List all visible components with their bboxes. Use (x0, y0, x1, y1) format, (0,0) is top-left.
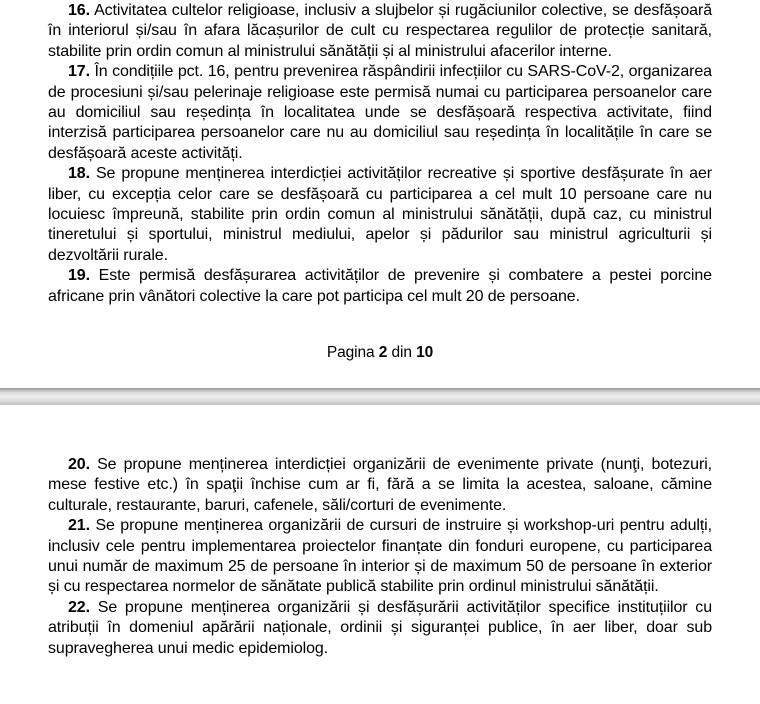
paragraph-16-number: 16. (68, 2, 90, 19)
footer-label-page: Pagina (326, 344, 375, 361)
paragraph-18 (48, 164, 712, 266)
paragraph-17-number: 17. (68, 63, 90, 81)
footer-total-pages: 10 (416, 344, 434, 361)
paragraph-21-number: 21. (68, 517, 90, 535)
paragraph-20 (48, 455, 712, 516)
paragraph-19-text: Este permisă desfășurarea activităților de prevenire și combatere a pestei porcine africane prin vânători colective la care pot participa cel mult 20 de persoane. (48, 267, 712, 305)
page-3-text-block (48, 455, 712, 659)
paragraph-19 (48, 266, 712, 307)
paragraph-22 (48, 598, 712, 659)
paragraph-19-number: 19. (68, 267, 90, 285)
paragraph-21-text: Se propune menținerea organizării de cursuri de instruire și workshop-uri pentru adulți, inclusiv cele pentru implementarea proiectelor finanțate din fonduri europene, cu participarea unui număr de maximum 25 de persoane în interior și de maximum 50 de persoane în exterior și cu respectarea normelor de sănătate publică stabilite prin ordinul ministrului sănătății. (48, 517, 712, 596)
paragraph-21 (48, 516, 712, 598)
paragraph-22-text: Se propune menținerea organizării și desfășurării activităților specifice instituțiilor cu atribuții în domeniul apărării naționale, ordinii și siguranței publice, în aer liber, doar sub supravegherea unui medic epidemiolog. (48, 598, 712, 657)
paragraph-17 (48, 62, 712, 164)
page-separator (0, 388, 760, 405)
paragraph-22-number: 22. (68, 598, 90, 616)
paragraph-17-text: În condițiile pct. 16, pentru prevenirea răspândirii infecțiilor cu SARS-CoV-2, organizarea de procesiuni și/sau pelerinaje religioase este permisă numai cu participarea persoanelor care au domiciliul sau reședința în localitatea unde se desfășoară respectiva activitate, fiind interzisă participarea persoanelor care nu au domiciliul sau reședința în localitățile în care se desfășoară aceste activități. (48, 63, 712, 162)
page-footer (0, 343, 760, 363)
paragraph-20-number: 20. (68, 456, 90, 473)
paragraph-16-text: Activitatea cultelor religioase, inclusiv a slujbelor și rugăciunilor colective, se desfășoară în interiorul și/sau în afara lăcașurilor de cult cu respectarea regulilor de protecție sanitară, stabilite prin ordin comun al ministrului sănătății și al ministrului afacerilor interne. (48, 2, 712, 60)
paragraph-18-number: 18. (68, 165, 90, 183)
footer-label-of: din (391, 344, 412, 361)
page-2-text-block (48, 1, 712, 307)
paragraph-20-text: Se propune menținerea interdicției organizării de evenimente private (nunţi, botezuri, mese festive etc.) în spaţii închise cum ar fi, fără a se limita la acestea, saloane, cămine culturale, restaurante, baruri, cafenele, săli/corturi de evenimente. (48, 456, 712, 514)
footer-page-number: 2 (378, 344, 388, 361)
paragraph-18-text: Se propune menținerea interdicției activităților recreative și sportive desfășurate în aer liber, cu excepția celor care se desfășoară cu participarea a cel mult 10 persoane care nu locuiesc împreună, stabilite prin ordin comun al ministrului sănătății, după caz, cu ministrul tineretului și sportului, ministrul mediului, apelor și pădurilor sau ministrul agriculturii și dezvoltării rurale. (48, 165, 712, 264)
paragraph-16 (48, 1, 712, 62)
